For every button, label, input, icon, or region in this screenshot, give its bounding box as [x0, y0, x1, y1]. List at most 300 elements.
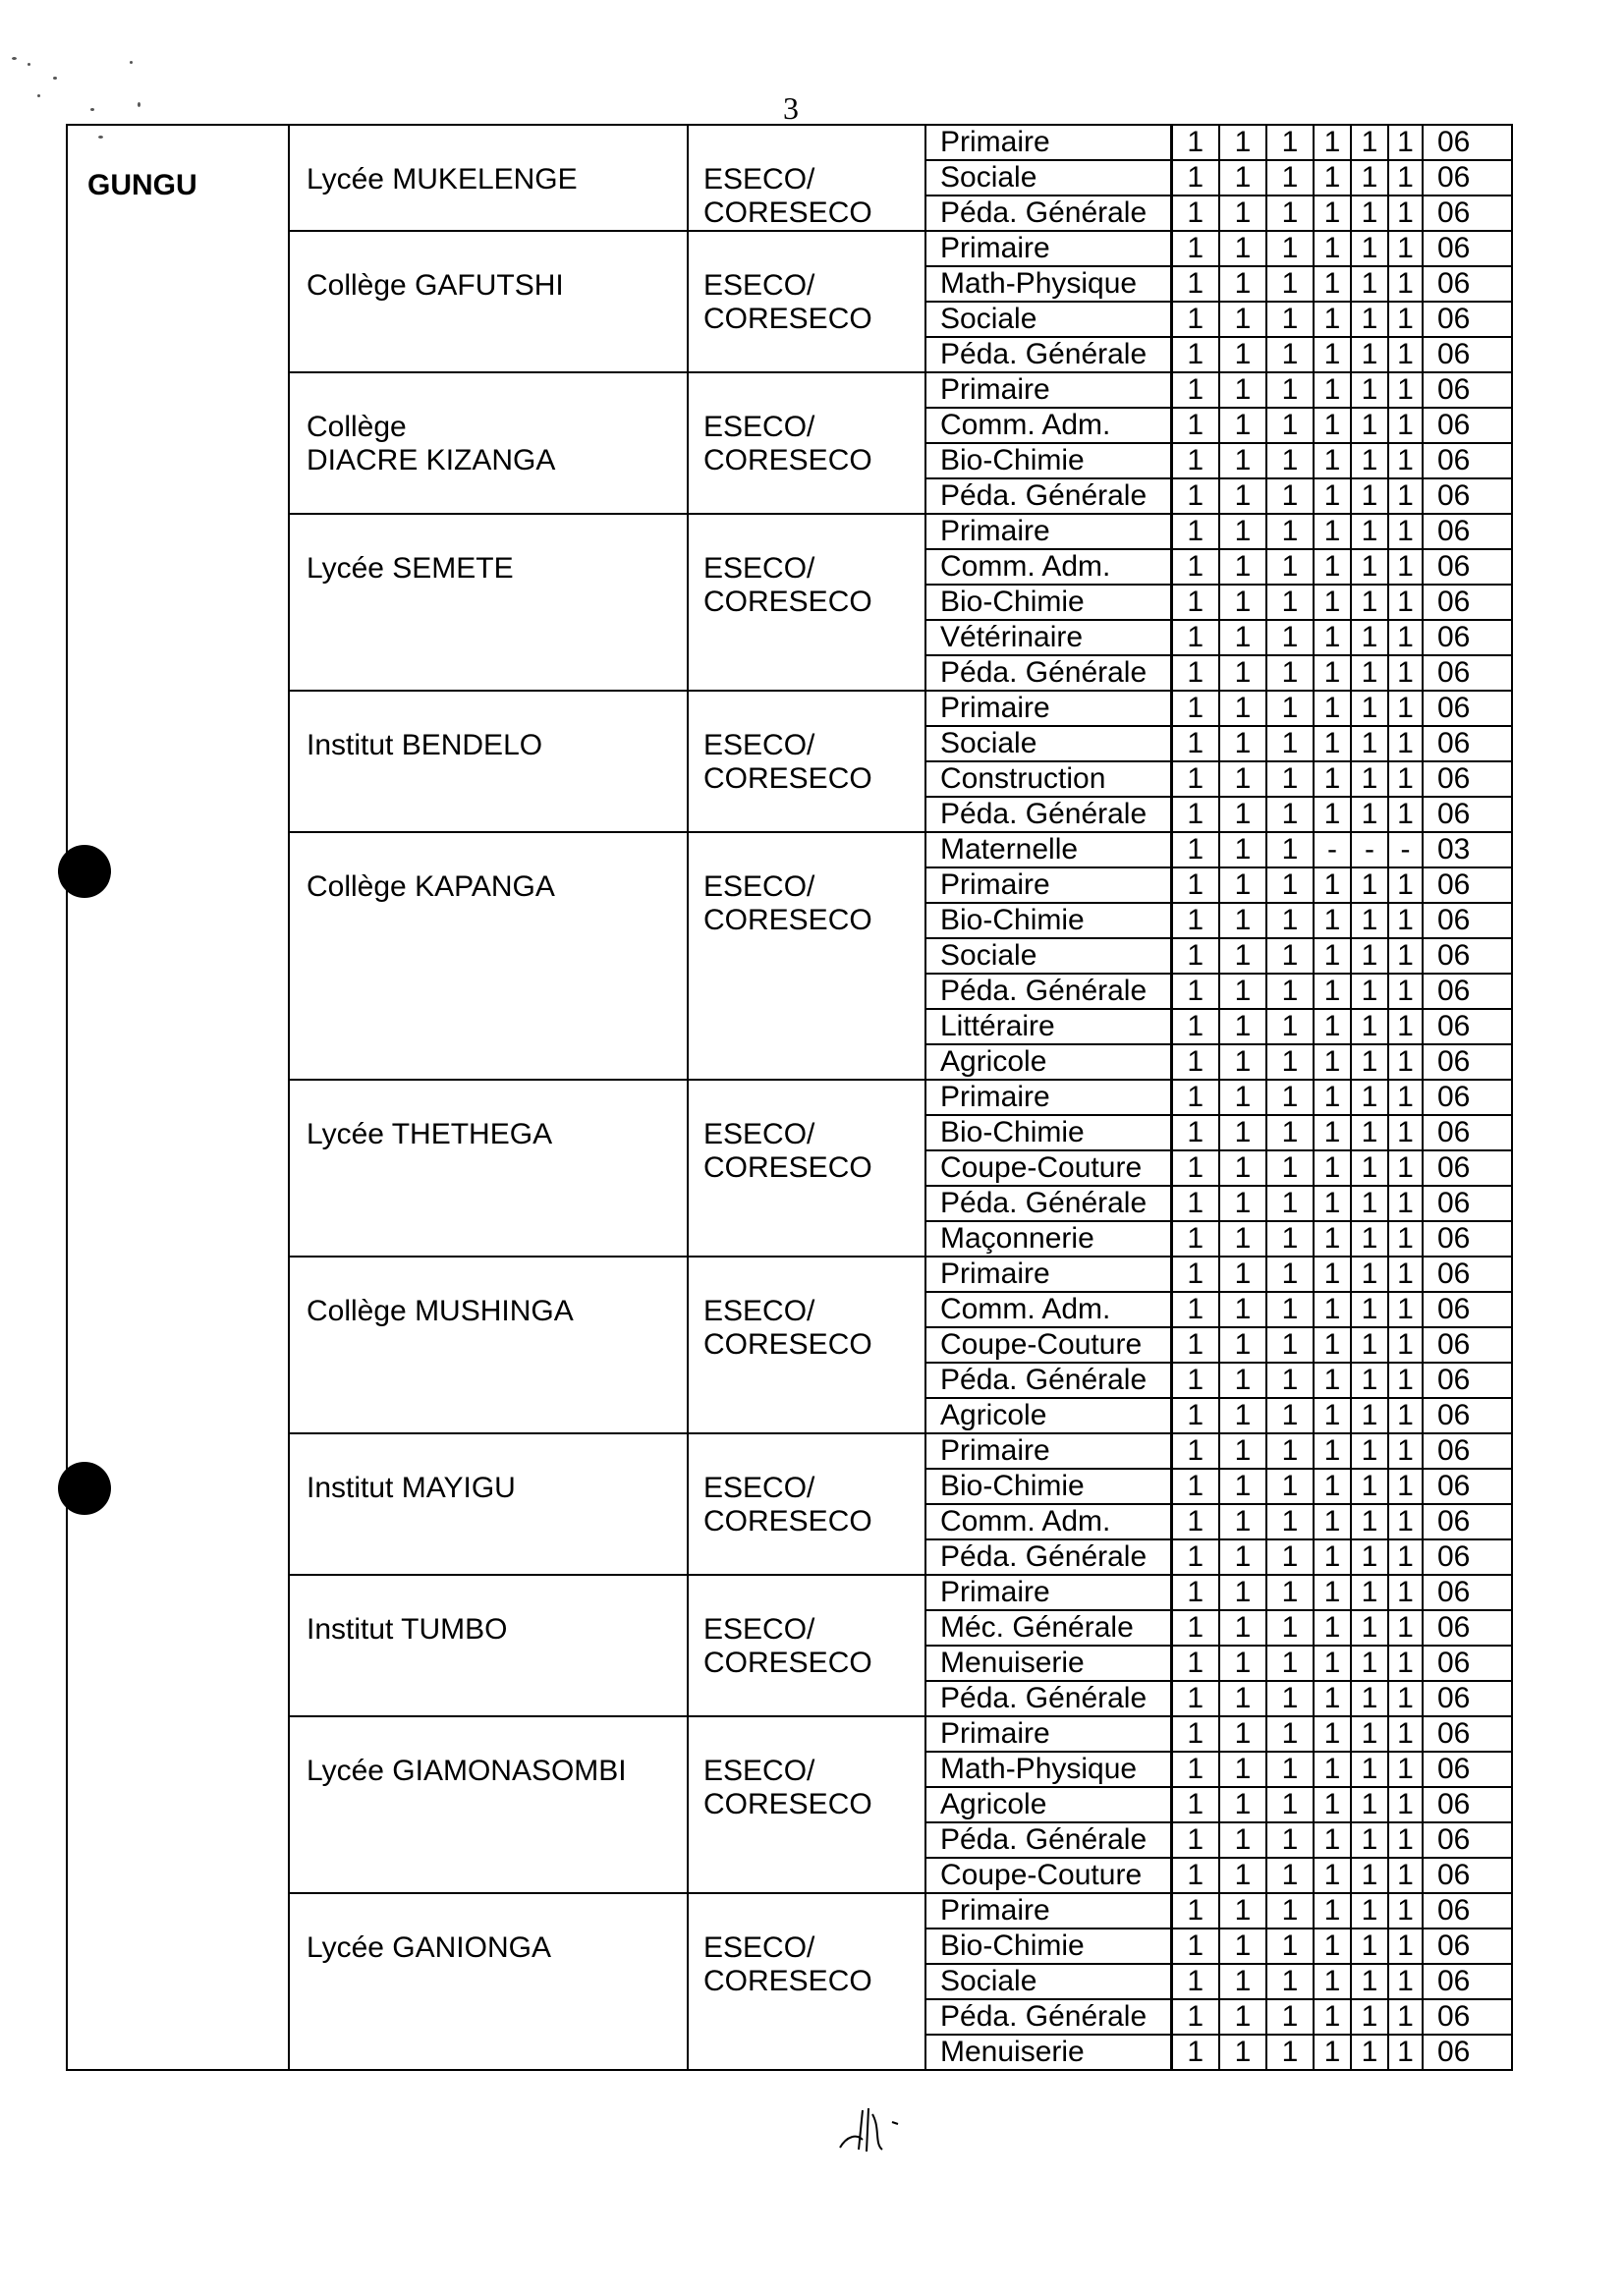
class-count-cell: 1: [1314, 797, 1351, 832]
class-count-cell: 1: [1266, 1964, 1314, 1999]
class-count-cell: 1: [1388, 1681, 1423, 1716]
class-count-cell: 1: [1351, 1433, 1388, 1469]
option-name: Menuiserie: [925, 1646, 1171, 1681]
class-count-cell: 1: [1314, 761, 1351, 797]
class-count-cell: 1: [1388, 1646, 1423, 1681]
class-count-cell: 1: [1388, 1186, 1423, 1221]
class-count-cell: 1: [1219, 1398, 1266, 1433]
option-name: Primaire: [925, 514, 1171, 549]
option-name: Primaire: [925, 372, 1171, 408]
option-name: Bio-Chimie: [925, 1929, 1171, 1964]
class-count-cell: 1: [1351, 514, 1388, 549]
class-count-cell: 1: [1314, 1327, 1351, 1363]
class-count-cell: 1: [1219, 903, 1266, 938]
class-count-cell: 1: [1388, 1752, 1423, 1787]
class-count-cell: 1: [1266, 514, 1314, 549]
total-cell: 06: [1423, 1398, 1512, 1433]
organization: [688, 231, 925, 372]
class-count-cell: 1: [1388, 1716, 1423, 1752]
class-count-cell: 1: [1219, 1433, 1266, 1469]
class-count-cell: 1: [1266, 1504, 1314, 1539]
class-count-cell: 1: [1388, 549, 1423, 585]
class-count-cell: 1: [1171, 797, 1219, 832]
class-count-cell: 1: [1266, 125, 1314, 160]
class-count-cell: 1: [1314, 125, 1351, 160]
class-count-cell: 1: [1219, 514, 1266, 549]
class-count-cell: 1: [1351, 231, 1388, 266]
class-count-cell: 1: [1266, 1150, 1314, 1186]
class-count-cell: 1: [1266, 1752, 1314, 1787]
school-name-line: Institut TUMBO: [307, 1613, 508, 1646]
class-count-cell: 1: [1314, 408, 1351, 443]
class-count-cell: 1: [1266, 372, 1314, 408]
class-count-cell: 1: [1351, 1292, 1388, 1327]
option-name: Méc. Générale: [925, 1610, 1171, 1646]
class-count-cell: 1: [1314, 1681, 1351, 1716]
organization: [688, 125, 925, 231]
total-cell: 06: [1423, 196, 1512, 231]
school-name-line: Institut MAYIGU: [307, 1472, 516, 1504]
total-cell: 06: [1423, 231, 1512, 266]
option-name: Péda. Générale: [925, 1186, 1171, 1221]
class-count-cell: 1: [1314, 1787, 1351, 1822]
option-name: Coupe-Couture: [925, 1327, 1171, 1363]
scan-speck: [28, 63, 30, 66]
school-name-line: Collège GAFUTSHI: [307, 269, 564, 302]
class-count-cell: 1: [1388, 1539, 1423, 1575]
class-count-cell: 1: [1314, 266, 1351, 302]
class-count-cell: 1: [1219, 1115, 1266, 1150]
total-cell: 06: [1423, 1327, 1512, 1363]
class-count-cell: 1: [1219, 655, 1266, 691]
class-count-cell: 1: [1351, 1080, 1388, 1115]
class-count-cell: 1: [1219, 372, 1266, 408]
class-count-cell: 1: [1314, 1610, 1351, 1646]
class-count-cell: 1: [1266, 1681, 1314, 1716]
class-count-cell: 1: [1314, 1929, 1351, 1964]
class-count-cell: 1: [1314, 867, 1351, 903]
class-count-cell: 1: [1314, 1292, 1351, 1327]
class-count-cell: 1: [1388, 1398, 1423, 1433]
class-count-cell: 1: [1266, 1822, 1314, 1858]
class-count-cell: 1: [1266, 549, 1314, 585]
class-count-cell: 1: [1314, 1398, 1351, 1433]
class-count-cell: 1: [1314, 549, 1351, 585]
class-count-cell: 1: [1388, 938, 1423, 974]
class-count-cell: 1: [1219, 478, 1266, 514]
class-count-cell: -: [1388, 832, 1423, 867]
total-cell: 06: [1423, 1363, 1512, 1398]
total-cell: 06: [1423, 1681, 1512, 1716]
option-name: Sociale: [925, 726, 1171, 761]
organization-line: ESECO/: [703, 729, 815, 761]
class-count-cell: 1: [1314, 585, 1351, 620]
total-cell: 06: [1423, 1009, 1512, 1044]
schools-table-container: [66, 124, 1513, 2071]
class-count-cell: 1: [1388, 761, 1423, 797]
class-count-cell: 1: [1351, 620, 1388, 655]
total-cell: 06: [1423, 160, 1512, 196]
organization-line: CORESECO: [703, 196, 872, 229]
total-cell: 06: [1423, 867, 1512, 903]
total-cell: 06: [1423, 1221, 1512, 1257]
organization-line: CORESECO: [703, 586, 872, 618]
organization: [688, 372, 925, 514]
organization-line: ESECO/: [703, 163, 815, 196]
class-count-cell: 1: [1171, 938, 1219, 974]
class-count-cell: 1: [1314, 1186, 1351, 1221]
class-count-cell: 1: [1314, 1575, 1351, 1610]
class-count-cell: 1: [1266, 585, 1314, 620]
organization-line: CORESECO: [703, 1328, 872, 1361]
class-count-cell: 1: [1219, 1610, 1266, 1646]
class-count-cell: 1: [1266, 726, 1314, 761]
class-count-cell: 1: [1314, 1257, 1351, 1292]
class-count-cell: 1: [1351, 1327, 1388, 1363]
class-count-cell: 1: [1266, 1044, 1314, 1080]
school-name: [289, 125, 688, 231]
class-count-cell: 1: [1171, 691, 1219, 726]
class-count-cell: 1: [1219, 832, 1266, 867]
class-count-cell: 1: [1171, 1539, 1219, 1575]
class-count-cell: 1: [1314, 196, 1351, 231]
class-count-cell: 1: [1314, 1893, 1351, 1929]
class-count-cell: 1: [1388, 1858, 1423, 1893]
class-count-cell: 1: [1219, 2035, 1266, 2070]
class-count-cell: 1: [1314, 337, 1351, 372]
option-name: Bio-Chimie: [925, 585, 1171, 620]
organization-line: ESECO/: [703, 411, 815, 443]
class-count-cell: 1: [1171, 125, 1219, 160]
total-cell: 06: [1423, 1539, 1512, 1575]
class-count-cell: 1: [1171, 903, 1219, 938]
organization-line: ESECO/: [703, 1295, 815, 1327]
option-name: Sociale: [925, 1964, 1171, 1999]
school-name: [289, 1433, 688, 1575]
class-count-cell: 1: [1314, 231, 1351, 266]
class-count-cell: 1: [1266, 620, 1314, 655]
class-count-cell: 1: [1351, 1539, 1388, 1575]
class-count-cell: 1: [1171, 1115, 1219, 1150]
total-cell: 06: [1423, 1469, 1512, 1504]
class-count-cell: 1: [1266, 1115, 1314, 1150]
option-name: Construction: [925, 761, 1171, 797]
class-count-cell: 1: [1351, 903, 1388, 938]
class-count-cell: 1: [1219, 1575, 1266, 1610]
class-count-cell: 1: [1351, 1752, 1388, 1787]
option-name: Math-Physique: [925, 1752, 1171, 1787]
class-count-cell: 1: [1266, 1646, 1314, 1681]
class-count-cell: 1: [1314, 1539, 1351, 1575]
class-count-cell: 1: [1171, 1999, 1219, 2035]
class-count-cell: 1: [1314, 1009, 1351, 1044]
class-count-cell: 1: [1266, 1009, 1314, 1044]
total-cell: 06: [1423, 585, 1512, 620]
option-name: Comm. Adm.: [925, 1504, 1171, 1539]
option-name: Péda. Générale: [925, 337, 1171, 372]
class-count-cell: 1: [1314, 620, 1351, 655]
class-count-cell: 1: [1351, 1716, 1388, 1752]
class-count-cell: 1: [1388, 1964, 1423, 1999]
class-count-cell: 1: [1266, 1469, 1314, 1504]
class-count-cell: 1: [1171, 1009, 1219, 1044]
class-count-cell: 1: [1219, 1186, 1266, 1221]
class-count-cell: 1: [1388, 1610, 1423, 1646]
total-cell: 06: [1423, 1610, 1512, 1646]
class-count-cell: 1: [1266, 443, 1314, 478]
organization-line: CORESECO: [703, 1151, 872, 1184]
class-count-cell: 1: [1219, 1822, 1266, 1858]
total-cell: 06: [1423, 1752, 1512, 1787]
class-count-cell: 1: [1351, 1469, 1388, 1504]
class-count-cell: 1: [1266, 337, 1314, 372]
total-cell: 06: [1423, 125, 1512, 160]
class-count-cell: 1: [1266, 1080, 1314, 1115]
class-count-cell: 1: [1266, 1610, 1314, 1646]
school-name-line: Lycée GIAMONASOMBI: [307, 1755, 627, 1787]
class-count-cell: 1: [1219, 1469, 1266, 1504]
class-count-cell: 1: [1219, 867, 1266, 903]
total-cell: 06: [1423, 1716, 1512, 1752]
class-count-cell: 1: [1266, 691, 1314, 726]
class-count-cell: 1: [1351, 867, 1388, 903]
class-count-cell: 1: [1171, 1257, 1219, 1292]
organization-line: CORESECO: [703, 1505, 872, 1537]
class-count-cell: 1: [1388, 408, 1423, 443]
school-name-line: Lycée THETHEGA: [307, 1118, 553, 1150]
class-count-cell: 1: [1388, 514, 1423, 549]
class-count-cell: 1: [1351, 726, 1388, 761]
class-count-cell: 1: [1219, 408, 1266, 443]
class-count-cell: 1: [1171, 1646, 1219, 1681]
class-count-cell: 1: [1266, 196, 1314, 231]
class-count-cell: 1: [1171, 231, 1219, 266]
class-count-cell: 1: [1388, 372, 1423, 408]
class-count-cell: 1: [1351, 302, 1388, 337]
class-count-cell: 1: [1219, 196, 1266, 231]
class-count-cell: 1: [1171, 1150, 1219, 1186]
total-cell: 06: [1423, 726, 1512, 761]
organization-line: CORESECO: [703, 762, 872, 795]
class-count-cell: 1: [1351, 1999, 1388, 2035]
total-cell: 06: [1423, 903, 1512, 938]
option-name: Péda. Générale: [925, 1999, 1171, 2035]
punch-hole: [58, 845, 111, 898]
class-count-cell: 1: [1171, 266, 1219, 302]
class-count-cell: 1: [1388, 1822, 1423, 1858]
class-count-cell: 1: [1266, 266, 1314, 302]
class-count-cell: 1: [1171, 1363, 1219, 1398]
class-count-cell: 1: [1171, 1858, 1219, 1893]
organization-line: CORESECO: [703, 1788, 872, 1820]
option-name: Primaire: [925, 1716, 1171, 1752]
organization: [688, 1716, 925, 1893]
class-count-cell: 1: [1351, 337, 1388, 372]
class-count-cell: 1: [1314, 1044, 1351, 1080]
class-count-cell: 1: [1266, 655, 1314, 691]
class-count-cell: 1: [1219, 1080, 1266, 1115]
option-name: Comm. Adm.: [925, 1292, 1171, 1327]
class-count-cell: 1: [1314, 1363, 1351, 1398]
class-count-cell: 1: [1219, 1716, 1266, 1752]
class-count-cell: 1: [1351, 761, 1388, 797]
class-count-cell: 1: [1351, 1681, 1388, 1716]
class-count-cell: 1: [1388, 196, 1423, 231]
total-cell: 06: [1423, 266, 1512, 302]
class-count-cell: 1: [1219, 797, 1266, 832]
class-count-cell: 1: [1266, 761, 1314, 797]
class-count-cell: 1: [1171, 1822, 1219, 1858]
school-name-line: Lycée GANIONGA: [307, 1931, 551, 1964]
class-count-cell: 1: [1266, 867, 1314, 903]
option-name: Menuiserie: [925, 2035, 1171, 2070]
class-count-cell: 1: [1266, 1858, 1314, 1893]
class-count-cell: 1: [1388, 1221, 1423, 1257]
class-count-cell: 1: [1314, 1752, 1351, 1787]
total-cell: 06: [1423, 938, 1512, 974]
class-count-cell: 1: [1266, 302, 1314, 337]
class-count-cell: 1: [1219, 691, 1266, 726]
class-count-cell: 1: [1351, 1044, 1388, 1080]
total-cell: 06: [1423, 1999, 1512, 2035]
class-count-cell: 1: [1388, 231, 1423, 266]
organization: [688, 1257, 925, 1433]
class-count-cell: 1: [1351, 1964, 1388, 1999]
class-count-cell: 1: [1388, 1433, 1423, 1469]
scan-speck: [138, 102, 140, 107]
total-cell: 06: [1423, 514, 1512, 549]
class-count-cell: 1: [1351, 478, 1388, 514]
option-name: Péda. Générale: [925, 1681, 1171, 1716]
scan-speck: [98, 136, 103, 139]
class-count-cell: 1: [1219, 1363, 1266, 1398]
class-count-cell: 1: [1219, 231, 1266, 266]
option-name: Littéraire: [925, 1009, 1171, 1044]
class-count-cell: 1: [1171, 1327, 1219, 1363]
total-cell: 06: [1423, 1044, 1512, 1080]
option-name: Péda. Générale: [925, 655, 1171, 691]
school-name-line: DIACRE KIZANGA: [307, 444, 556, 476]
class-count-cell: 1: [1266, 1999, 1314, 2035]
class-count-cell: 1: [1314, 691, 1351, 726]
class-count-cell: 1: [1351, 1822, 1388, 1858]
class-count-cell: 1: [1171, 2035, 1219, 2070]
total-cell: 06: [1423, 1646, 1512, 1681]
organization-line: CORESECO: [703, 303, 872, 335]
class-count-cell: 1: [1171, 1292, 1219, 1327]
option-name: Bio-Chimie: [925, 1115, 1171, 1150]
scan-speck: [130, 61, 133, 64]
scan-speck: [53, 77, 57, 80]
class-count-cell: 1: [1388, 1929, 1423, 1964]
class-count-cell: 1: [1266, 408, 1314, 443]
total-cell: 06: [1423, 337, 1512, 372]
class-count-cell: 1: [1171, 1398, 1219, 1433]
class-count-cell: 1: [1219, 620, 1266, 655]
class-count-cell: 1: [1171, 1186, 1219, 1221]
class-count-cell: 1: [1171, 549, 1219, 585]
option-name: Primaire: [925, 231, 1171, 266]
class-count-cell: 1: [1171, 867, 1219, 903]
class-count-cell: 1: [1219, 1257, 1266, 1292]
class-count-cell: 1: [1219, 1150, 1266, 1186]
class-count-cell: 1: [1314, 1150, 1351, 1186]
class-count-cell: 1: [1388, 1504, 1423, 1539]
class-count-cell: 1: [1171, 1752, 1219, 1787]
class-count-cell: 1: [1171, 1504, 1219, 1539]
option-name: Péda. Générale: [925, 797, 1171, 832]
organization-line: CORESECO: [703, 1965, 872, 1997]
class-count-cell: 1: [1314, 903, 1351, 938]
class-count-cell: 1: [1351, 974, 1388, 1009]
organization-line: ESECO/: [703, 870, 815, 903]
class-count-cell: 1: [1388, 2035, 1423, 2070]
class-count-cell: 1: [1219, 1292, 1266, 1327]
total-cell: 06: [1423, 1257, 1512, 1292]
class-count-cell: 1: [1388, 691, 1423, 726]
class-count-cell: 1: [1351, 125, 1388, 160]
class-count-cell: 1: [1219, 1893, 1266, 1929]
option-name: Coupe-Couture: [925, 1150, 1171, 1186]
option-name: Sociale: [925, 938, 1171, 974]
class-count-cell: 1: [1314, 1080, 1351, 1115]
total-cell: 06: [1423, 372, 1512, 408]
class-count-cell: 1: [1351, 1363, 1388, 1398]
class-count-cell: 1: [1314, 2035, 1351, 2070]
class-count-cell: 1: [1388, 1292, 1423, 1327]
class-count-cell: 1: [1388, 620, 1423, 655]
class-count-cell: 1: [1388, 125, 1423, 160]
school-name-line: Collège MUSHINGA: [307, 1295, 574, 1327]
organization-line: ESECO/: [703, 1472, 815, 1504]
class-count-cell: 1: [1219, 1964, 1266, 1999]
class-count-cell: 1: [1266, 2035, 1314, 2070]
class-count-cell: 1: [1219, 266, 1266, 302]
organization-line: ESECO/: [703, 552, 815, 585]
class-count-cell: 1: [1314, 1433, 1351, 1469]
class-count-cell: 1: [1219, 974, 1266, 1009]
class-count-cell: 1: [1219, 761, 1266, 797]
total-cell: 06: [1423, 1893, 1512, 1929]
schools-table: [66, 124, 1513, 2071]
class-count-cell: 1: [1171, 1575, 1219, 1610]
organization-line: ESECO/: [703, 269, 815, 302]
class-count-cell: 1: [1219, 1539, 1266, 1575]
class-count-cell: 1: [1351, 266, 1388, 302]
class-count-cell: 1: [1388, 726, 1423, 761]
total-cell: 06: [1423, 2035, 1512, 2070]
option-name: Primaire: [925, 867, 1171, 903]
class-count-cell: 1: [1266, 1186, 1314, 1221]
school-name: [289, 231, 688, 372]
class-count-cell: 1: [1388, 1893, 1423, 1929]
class-count-cell: 1: [1171, 1469, 1219, 1504]
option-name: Bio-Chimie: [925, 903, 1171, 938]
class-count-cell: 1: [1314, 1858, 1351, 1893]
school-name: [289, 1716, 688, 1893]
organization-line: CORESECO: [703, 444, 872, 476]
class-count-cell: 1: [1171, 1433, 1219, 1469]
class-count-cell: 1: [1219, 1044, 1266, 1080]
option-name: Comm. Adm.: [925, 408, 1171, 443]
organization-line: CORESECO: [703, 904, 872, 936]
class-count-cell: 1: [1388, 903, 1423, 938]
class-count-cell: 1: [1266, 903, 1314, 938]
class-count-cell: 1: [1219, 1752, 1266, 1787]
class-count-cell: 1: [1219, 726, 1266, 761]
class-count-cell: 1: [1351, 1787, 1388, 1822]
class-count-cell: -: [1314, 832, 1351, 867]
